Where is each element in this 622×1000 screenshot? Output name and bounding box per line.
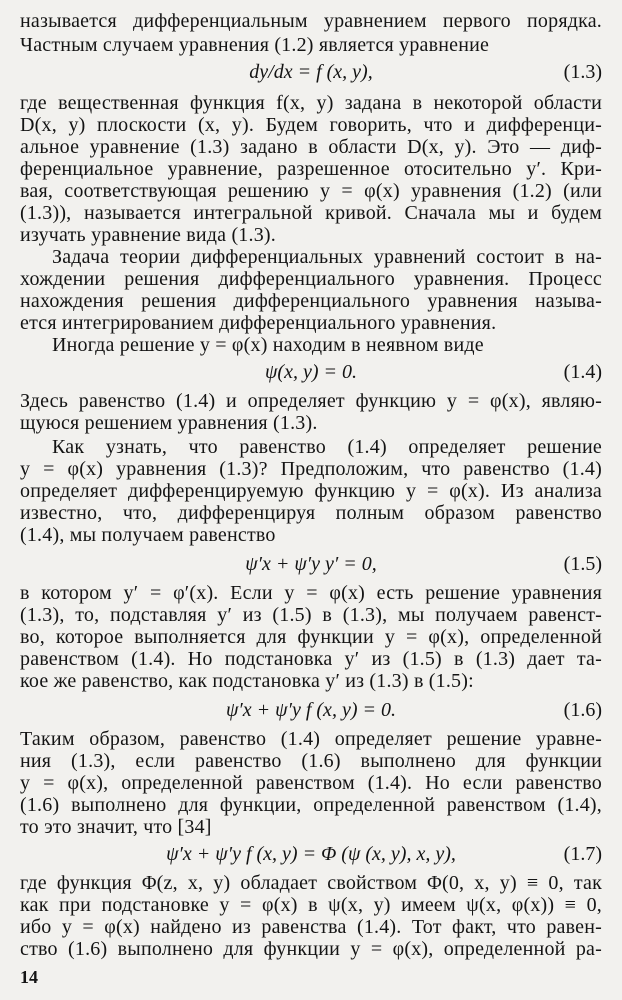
text-line: нахождения решения дифференциального уравнения называ- [20, 290, 602, 312]
text-line: y = φ(x) уравнения (1.3)? Предположим, что равенство (1.4) [20, 458, 602, 480]
text-line: известно, что, дифференцируя полным образом равенство [20, 502, 602, 524]
text-line: Здесь равенство (1.4) и определяет функцию y = φ(x), являю- [20, 390, 602, 412]
text-line: то это значит, что [34] [20, 816, 212, 838]
text-line: ство (1.6) выполнено для функции y = φ(x), определенной ра- [20, 938, 602, 960]
text-line: изучать уравнение вида (1.3). [20, 224, 276, 246]
text-line: ния (1.3), если равенство (1.6) выполнено для функции [20, 750, 602, 772]
equation-number: (1.5) [563, 553, 602, 575]
text-line: (1.3), то, подставляя y′ из (1.5) в (1.3), мы получаем равенст- [20, 604, 602, 626]
equation-number: (1.4) [563, 361, 602, 383]
equation-1-5 [20, 550, 602, 578]
text-line: ференциальное уравнение, разрешенное отосительно y′. Кри- [20, 158, 602, 180]
text-line: как при подстановке y = φ(x) в ψ(x, y) имеем ψ(x, φ(x)) ≡ 0, [20, 894, 602, 916]
text-line: где вещественная функция f(x, y) задана в некоторой области [20, 92, 602, 114]
text-line: называется дифференциальным уравнением первого порядка. [20, 10, 602, 32]
text-line: определяет дифференцируемую функцию y = φ(x). Из анализа [20, 480, 602, 502]
equation-1-6 [20, 696, 602, 724]
text-line: во, которое выполняется для функции y = φ(x), определенной [20, 626, 602, 648]
equation-1-7 [20, 840, 602, 868]
equation-formula: ψ′x + ψ′y f (x, y) = Φ (ψ (x, y), x, y), [166, 843, 456, 865]
text-line: (1.6) выполнено для функции, определенной равенством (1.4), [20, 794, 602, 816]
equation-number: (1.6) [563, 699, 602, 721]
text-line: Задача теории дифференциальных уравнений состоит в на- [52, 246, 602, 268]
text-line: Иногда решение y = φ(x) находим в неявном виде [52, 334, 484, 356]
equation-number: (1.7) [563, 843, 602, 865]
text-line: (1.3)), называется интегральной кривой. Сначала мы и будем [20, 202, 602, 224]
page-number: 14 [20, 967, 38, 987]
equation-formula: ψ′x + ψ′y f (x, y) = 0. [226, 699, 396, 721]
text-line: ибо y = φ(x) найдено из равенства (1.4). Тот факт, что равен- [20, 916, 602, 938]
equation-formula: dy/dx = f (x, y), [249, 61, 373, 83]
text-line: Частным случаем уравнения (1.2) является уравнение [20, 34, 490, 56]
equation-number: (1.3) [563, 61, 602, 83]
text-line: хождении решения дифференциального уравнения. Процесс [20, 268, 602, 290]
text-line: кое же равенство, как подстановка y′ из (1.3) в (1.5): [20, 670, 474, 692]
text-line: равенством (1.4). Но подстановка y′ из (1.5) в (1.3) дает та- [20, 648, 602, 670]
text-line: щуюся решением уравнения (1.3). [20, 412, 318, 434]
equation-formula: ψ′x + ψ′y y′ = 0, [245, 553, 377, 575]
text-line: D(x, y) плоскости (x, y). Будем говорить, что и дифференци- [20, 114, 602, 136]
equation-1-4 [20, 358, 602, 386]
text-line: в котором y′ = φ′(x). Если y = φ(x) есть решение уравнения [20, 582, 602, 604]
text-line: ется интегрированием дифференциального уравнения. [20, 312, 497, 334]
text-line: Как узнать, что равенство (1.4) определяет решение [52, 436, 602, 458]
text-line: вая, соответствующая решению y = φ(x) уравнения (1.2) (или [20, 180, 602, 202]
text-line: где функция Φ(z, x, y) обладает свойством Φ(0, x, y) ≡ 0, так [20, 872, 602, 894]
text-line: Таким образом, равенство (1.4) определяет решение уравне- [20, 728, 602, 750]
text-line: y = φ(x), определенной равенством (1.4). Но если равенство [20, 772, 602, 794]
equation-1-3 [20, 58, 602, 86]
text-line: альное уравнение (1.3) задано в области D(x, y). Это — диф- [20, 136, 602, 158]
equation-formula: ψ(x, y) = 0. [265, 361, 357, 383]
text-line: (1.4), мы получаем равенство [20, 524, 276, 546]
